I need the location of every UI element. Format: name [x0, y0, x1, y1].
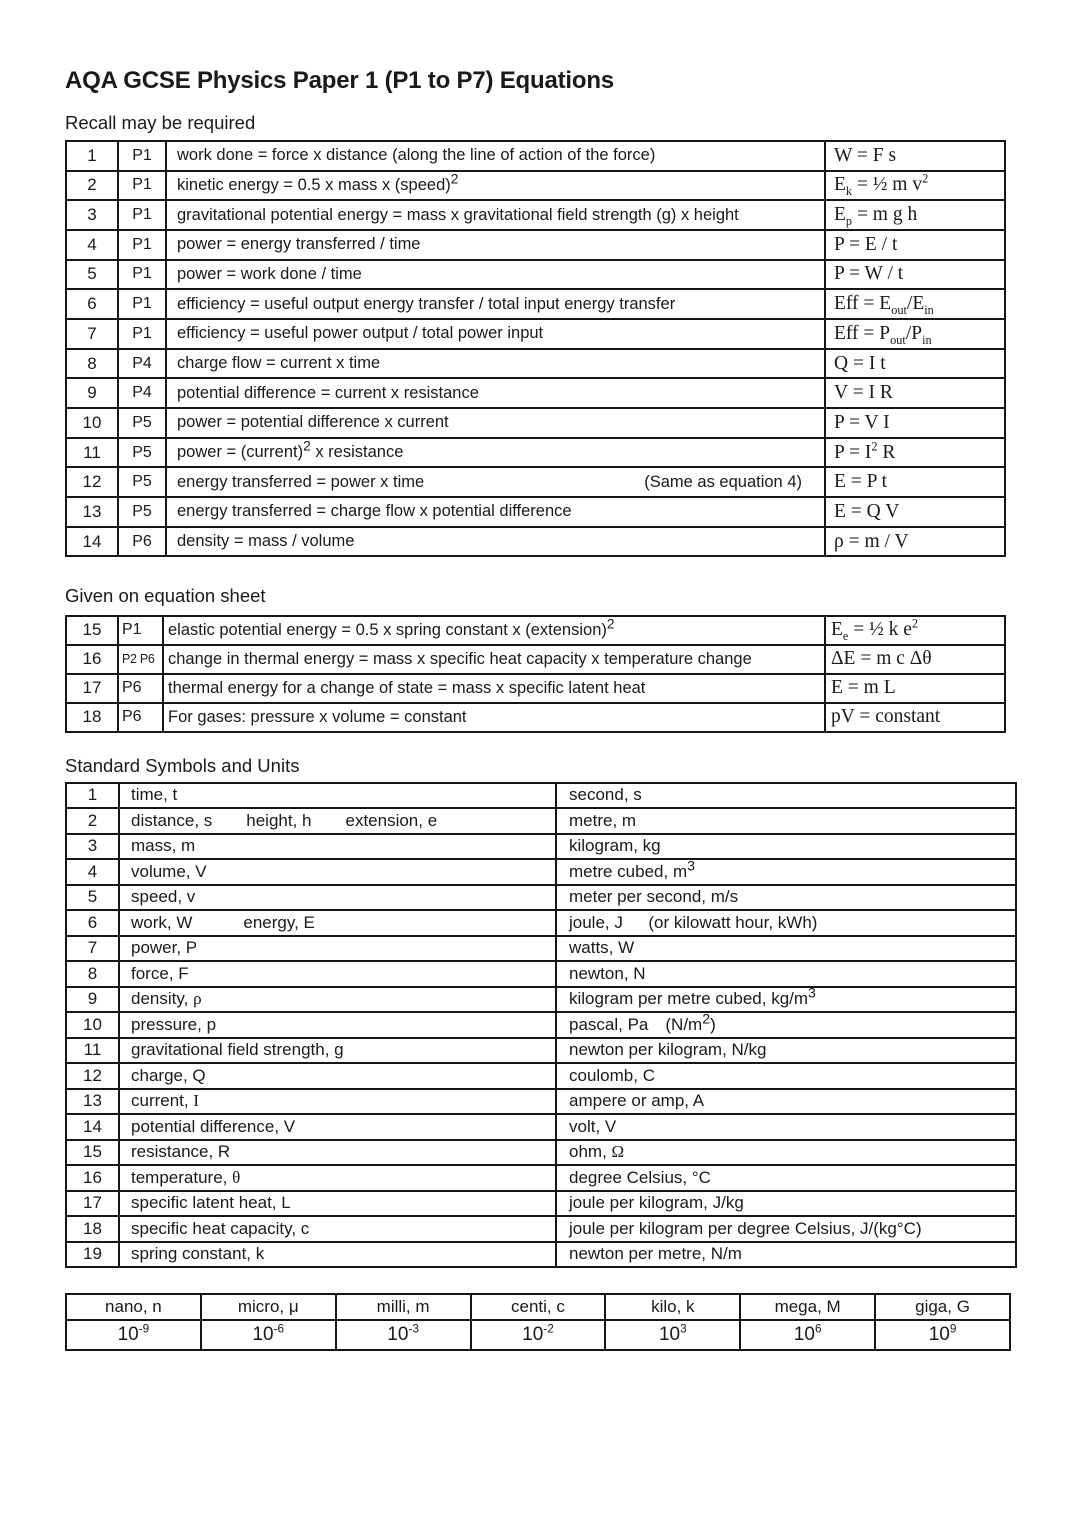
row-number-cell: 16: [66, 645, 118, 674]
quantity-cell: resistance, R: [119, 1140, 556, 1166]
row-number-cell: 18: [66, 703, 118, 732]
formula-cell: $E_p = m$ g h: [825, 200, 1005, 230]
row-number-cell: 13: [66, 1089, 119, 1115]
symbol-row: [66, 1191, 1016, 1217]
paper-ref-cell: P6: [118, 703, 163, 732]
quantity-cell: specific heat capacity, c: [119, 1216, 556, 1242]
equation-row: [66, 703, 1005, 732]
prefix-value-cell: $10^{-3}$: [336, 1320, 471, 1350]
quantity-cell: specific latent heat, L: [119, 1191, 556, 1217]
equation-text: potential difference = current x resistance: [177, 383, 479, 402]
unit-cell: second, s: [556, 783, 1016, 809]
equation-row: [66, 349, 1005, 379]
symbol-row: [66, 834, 1016, 860]
recall-equations-table: [65, 140, 1006, 558]
prefix-value-cell: $10^6$: [740, 1320, 875, 1350]
equation-text: For gases: pressure x volume = constant: [168, 707, 467, 726]
row-number-cell: 5: [66, 260, 118, 290]
paper-ref-cell: P1: [118, 230, 166, 260]
symbol-row: [66, 1114, 1016, 1140]
symbol-row: [66, 1242, 1016, 1268]
row-number-cell: 16: [66, 1165, 119, 1191]
unit-cell: metre, m: [556, 808, 1016, 834]
equation-row: [66, 408, 1005, 438]
row-number-cell: 7: [66, 936, 119, 962]
row-number-cell: 3: [66, 834, 119, 860]
formula-cell: P = V I: [825, 408, 1005, 438]
symbol-row: [66, 1089, 1016, 1115]
equation-text: gravitational potential energy = mass x gravitational field strength (g) x height: [177, 205, 739, 224]
equation-text: density = mass / volume: [177, 532, 355, 551]
paper-ref-cell: P6: [118, 674, 163, 703]
quantity-cell: gravitational field strength, g: [119, 1038, 556, 1064]
row-number-cell: 11: [66, 1038, 119, 1064]
formula-cell: E = Q V: [825, 497, 1005, 527]
formula-cell: $P = I^2$ R: [825, 438, 1005, 468]
symbol-row: [66, 987, 1016, 1013]
formula-cell: Eff = $E_{out}/E_{in}$: [825, 289, 1005, 319]
row-number-cell: 2: [66, 808, 119, 834]
formula-cell: pV = constant: [825, 703, 1005, 732]
prefix-label-cell: mega, M: [740, 1294, 875, 1320]
equation-row: [66, 467, 1005, 497]
equation-text: charge flow = current x time: [177, 354, 381, 372]
paper-ref-cell: P6: [118, 527, 166, 557]
quantity-cell: spring constant, k: [119, 1242, 556, 1268]
unit-cell: volt, V: [556, 1114, 1016, 1140]
equation-note: (Same as equation 4): [644, 472, 802, 491]
equation-text: work done = force x distance (along the line of action of the force): [177, 146, 656, 165]
equation-row: [66, 141, 1005, 171]
unit-cell: joule per kilogram, J/kg: [556, 1191, 1016, 1217]
quantity-cell: temperature, θ: [119, 1165, 556, 1191]
row-number-cell: 7: [66, 319, 118, 349]
row-number-cell: 14: [66, 1114, 119, 1140]
quantity-cell: force, F: [119, 961, 556, 987]
quantity-cell: charge, Q: [119, 1063, 556, 1089]
unit-cell: kilogram per metre cubed, $kg/m^3$: [556, 987, 1016, 1013]
quantity-cell: speed, v: [119, 885, 556, 911]
quantity-cell: current, I: [119, 1089, 556, 1115]
equation-cell: [166, 200, 825, 230]
formula-cell: E = P t: [825, 467, 1005, 497]
symbol-row: [66, 1216, 1016, 1242]
quantity-cell: mass, m: [119, 834, 556, 860]
row-number-cell: 8: [66, 961, 119, 987]
formula-cell: $E_k$ = ½ m $v^2$: [825, 171, 1005, 201]
row-number-cell: 15: [66, 616, 118, 645]
given-section-heading: Given on equation sheet: [65, 585, 266, 607]
row-number-cell: 8: [66, 349, 118, 379]
equation-row: [66, 438, 1005, 468]
formula-cell: P = E / t: [825, 230, 1005, 260]
row-number-cell: 4: [66, 230, 118, 260]
equation-cell: [166, 171, 825, 201]
row-number-cell: 17: [66, 1191, 119, 1217]
unit-cell: coulomb, C: [556, 1063, 1016, 1089]
unit-cell: joule, J (or kilowatt hour, kWh): [556, 910, 1016, 936]
equation-text: power = potential difference x current: [177, 413, 449, 432]
quantity-cell: pressure, p: [119, 1012, 556, 1038]
equation-text: power = energy transferred / time: [177, 235, 421, 254]
equation-text: thermal energy for a change of state = mass x specific latent heat: [168, 678, 646, 697]
unit-cell: kilogram, kg: [556, 834, 1016, 860]
page-title: AQA GCSE Physics Paper 1 (P1 to P7) Equations: [65, 67, 614, 94]
symbol-row: [66, 808, 1016, 834]
quantity-cell: power, P: [119, 936, 556, 962]
quantity-cell: work, W energy, E: [119, 910, 556, 936]
row-number-cell: 4: [66, 859, 119, 885]
prefix-table: [65, 1293, 1011, 1351]
equation-row: [66, 171, 1005, 201]
unit-cell: newton per kilogram, N/kg: [556, 1038, 1016, 1064]
symbol-row: [66, 1140, 1016, 1166]
unit-cell: newton per metre, N/m: [556, 1242, 1016, 1268]
symbol-row: [66, 783, 1016, 809]
row-number-cell: 1: [66, 141, 118, 171]
equation-cell: [166, 378, 825, 408]
paper-ref-cell: P1: [118, 260, 166, 290]
symbol-row: [66, 936, 1016, 962]
row-number-cell: 2: [66, 171, 118, 201]
equation-row: [66, 260, 1005, 290]
quantity-cell: density, ρ: [119, 987, 556, 1013]
paper-ref-cell: P5: [118, 438, 166, 468]
row-number-cell: 12: [66, 467, 118, 497]
prefix-value-cell: $10^9$: [875, 1320, 1010, 1350]
prefix-label-cell: centi, c: [471, 1294, 606, 1320]
equation-text: efficiency = useful output energy transfer / total input energy transfer: [177, 294, 676, 313]
equation-row: [66, 497, 1005, 527]
row-number-cell: 3: [66, 200, 118, 230]
row-number-cell: 10: [66, 408, 118, 438]
equation-row: [66, 616, 1005, 645]
quantity-cell: distance, s height, h extension, e: [119, 808, 556, 834]
paper-ref-cell: P1: [118, 200, 166, 230]
row-number-cell: 12: [66, 1063, 119, 1089]
formula-cell: V = I R: [825, 378, 1005, 408]
equation-cell: [166, 230, 825, 260]
paper-ref-cell: P5: [118, 497, 166, 527]
prefix-label-cell: micro, μ: [201, 1294, 336, 1320]
row-number-cell: 11: [66, 438, 118, 468]
symbol-row: [66, 1165, 1016, 1191]
row-number-cell: 6: [66, 289, 118, 319]
prefix-label-cell: nano, n: [66, 1294, 201, 1320]
equation-row: [66, 527, 1005, 557]
unit-cell: meter per second, m/s: [556, 885, 1016, 911]
symbol-row: [66, 885, 1016, 911]
formula-cell: E = m L: [825, 674, 1005, 703]
equation-row: [66, 378, 1005, 408]
unit-cell: watts, W: [556, 936, 1016, 962]
equation-text: elastic potential energy = 0.5 x spring constant x (extension)$^2$: [168, 616, 615, 639]
equation-cell: [166, 497, 825, 527]
equation-cell: [163, 645, 825, 674]
equation-cell: [163, 703, 825, 732]
prefix-value-cell: $10^{-2}$: [471, 1320, 606, 1350]
formula-cell: ρ = m / V: [825, 527, 1005, 557]
symbol-row: [66, 1012, 1016, 1038]
unit-cell: joule per kilogram per degree Celsius, J/(kg°C): [556, 1216, 1016, 1242]
prefix-value-cell: $10^{-6}$: [201, 1320, 336, 1350]
prefix-value-cell: $10^{-9}$: [66, 1320, 201, 1350]
row-number-cell: 9: [66, 378, 118, 408]
prefix-label-cell: kilo, k: [605, 1294, 740, 1320]
quantity-cell: potential difference, V: [119, 1114, 556, 1140]
row-number-cell: 6: [66, 910, 119, 936]
paper-ref-cell: P5: [118, 467, 166, 497]
unit-cell: newton, N: [556, 961, 1016, 987]
paper-ref-cell: P2 P6: [118, 645, 163, 674]
quantity-cell: time, t: [119, 783, 556, 809]
row-number-cell: 1: [66, 783, 119, 809]
symbol-row: [66, 961, 1016, 987]
unit-cell: metre cubed, $m^3$: [556, 859, 1016, 885]
prefix-value-cell: $10^3$: [605, 1320, 740, 1350]
paper-ref-cell: P5: [118, 408, 166, 438]
equation-cell: [166, 319, 825, 349]
symbol-row: [66, 910, 1016, 936]
equation-cell: [166, 408, 825, 438]
paper-ref-cell: P1: [118, 616, 163, 645]
equation-row: [66, 230, 1005, 260]
equation-row: [66, 674, 1005, 703]
equation-text: kinetic energy = 0.5 x mass x (speed)$^2$: [177, 171, 459, 194]
equation-cell: [166, 260, 825, 290]
formula-cell: ΔE = m c Δθ: [825, 645, 1005, 674]
equation-cell: [166, 467, 825, 497]
paper-ref-cell: P4: [118, 349, 166, 379]
given-equations-table: [65, 615, 1006, 733]
paper-ref-cell: P1: [118, 171, 166, 201]
symbol-row: [66, 859, 1016, 885]
unit-cell: ampere or amp, A: [556, 1089, 1016, 1115]
equation-text: energy transferred = power x time: [177, 472, 425, 491]
equation-text: energy transferred = charge flow x potential difference: [177, 502, 572, 521]
equation-cell: [163, 616, 825, 645]
equation-row: [66, 319, 1005, 349]
equation-text: efficiency = useful power output / total power input: [177, 324, 544, 343]
equation-cell: [166, 349, 825, 379]
paper-ref-cell: P1: [118, 141, 166, 171]
row-number-cell: 13: [66, 497, 118, 527]
equation-cell: [166, 438, 825, 468]
row-number-cell: 14: [66, 527, 118, 557]
unit-cell: pascal, Pa $(N/m^2)$: [556, 1012, 1016, 1038]
paper-ref-cell: P1: [118, 319, 166, 349]
equation-row: [66, 289, 1005, 319]
formula-cell: W = F s: [825, 141, 1005, 171]
row-number-cell: 9: [66, 987, 119, 1013]
equation-cell: [166, 527, 825, 557]
unit-cell: degree Celsius, °C: [556, 1165, 1016, 1191]
equation-cell: [166, 289, 825, 319]
symbol-row: [66, 1038, 1016, 1064]
equation-text: change in thermal energy = mass x specific heat capacity x temperature change: [168, 649, 752, 668]
paper-ref-cell: P1: [118, 289, 166, 319]
row-number-cell: 5: [66, 885, 119, 911]
prefix-label-row: [66, 1294, 1010, 1320]
unit-cell: ohm, Ω: [556, 1140, 1016, 1166]
row-number-cell: 19: [66, 1242, 119, 1268]
row-number-cell: 10: [66, 1012, 119, 1038]
equation-row: [66, 645, 1005, 674]
equation-text: power = work done / time: [177, 264, 362, 283]
paper-ref-cell: P4: [118, 378, 166, 408]
equation-text: power = (current)$^2$ x resistance: [177, 438, 404, 462]
recall-section-heading: Recall may be required: [65, 111, 256, 133]
equation-cell: [163, 674, 825, 703]
quantity-cell: volume, V: [119, 859, 556, 885]
prefix-label-cell: milli, m: [336, 1294, 471, 1320]
row-number-cell: 18: [66, 1216, 119, 1242]
equation-cell: [166, 141, 825, 171]
formula-cell: $E_e$ = ½ k $e^2$: [825, 616, 1005, 645]
symbols-section-heading: Standard Symbols and Units: [65, 754, 300, 776]
row-number-cell: 15: [66, 1140, 119, 1166]
equation-row: [66, 200, 1005, 230]
formula-cell: P = W / t: [825, 260, 1005, 290]
formula-cell: Eff = $P_{out}/P_{in}$: [825, 319, 1005, 349]
formula-cell: Q = I t: [825, 349, 1005, 379]
symbol-row: [66, 1063, 1016, 1089]
symbols-units-table: [65, 782, 1017, 1269]
prefix-value-row: [66, 1320, 1010, 1350]
row-number-cell: 17: [66, 674, 118, 703]
prefix-label-cell: giga, G: [875, 1294, 1010, 1320]
